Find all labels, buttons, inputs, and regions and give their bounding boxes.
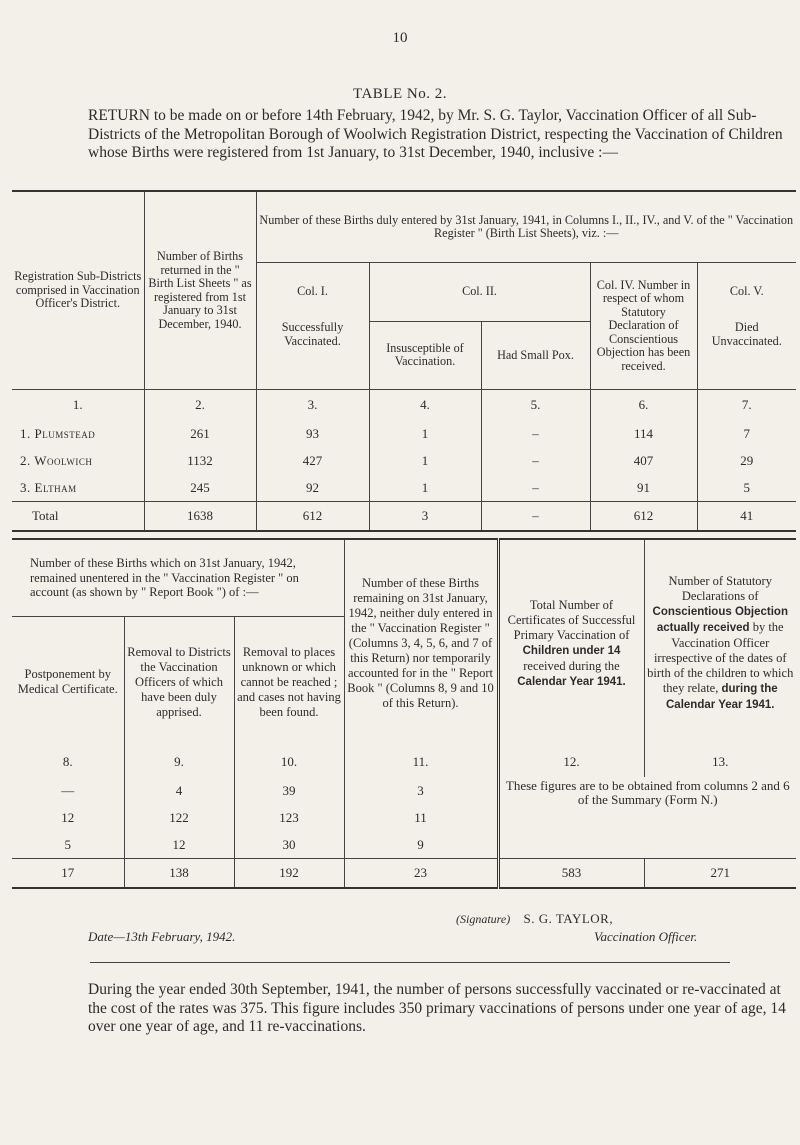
cell: 23 [344, 859, 498, 889]
header-remaining: Number of these Births remaining on 31st January, 1942, neither duly entered in the " Vaccination Register " (Columns 3, 4, 5, 6, and 7 of this Return) nor temporarily accounted for in the " Report Book " (Columns 8, 9 and 10 of this Return). [344, 539, 498, 747]
cell: 192 [234, 859, 344, 889]
cell: 138 [124, 859, 234, 889]
intro-paragraph: RETURN to be made on or before 14th February, 1942, by Mr. S. G. Taylor, Vaccination Officer of all Sub-Districts of the Metropolitan Borough of Woolwich Registration District, respecting the Vaccination of Children whose Births were registered from 1st January, to 31st December, 1940, inclusive :— [88, 107, 783, 161]
cell: 1 [369, 474, 481, 502]
certificates-text-1: Total Number of Certificates of Successful Primary Vaccination of [507, 597, 636, 642]
signature-role: Vaccination Officer. [594, 929, 698, 944]
cell: — [12, 777, 124, 804]
header-col5: Col. V. [729, 284, 764, 299]
colnum: 6. [590, 390, 697, 421]
cell: 30 [234, 831, 344, 859]
colnum: 12. [498, 747, 644, 777]
header-certificates [498, 539, 644, 747]
cell: 12 [12, 804, 124, 831]
table-title: TABLE No. 2. [353, 86, 447, 102]
header-col1: Col. I. [256, 263, 369, 322]
total-row [12, 502, 796, 532]
cell: 5 [12, 831, 124, 859]
unentered-births-table [12, 538, 796, 889]
colnum: 11. [344, 747, 498, 777]
cell: 3 [344, 777, 498, 804]
colnum: 10. [234, 747, 344, 777]
date-line: Date—13th February, 1942. [88, 929, 236, 944]
cell: 29 [740, 452, 754, 468]
declarations-text-2: by the Vaccination Officer irrespective of the dates of birth of the children to which they relate, [647, 620, 794, 695]
declarations-text-1: Number of Statutory Declarations of [668, 574, 772, 603]
divider [90, 962, 730, 963]
cell: 4 [124, 777, 234, 804]
cell: 3 [369, 502, 481, 532]
colnum: 9. [124, 747, 234, 777]
page-number: 10 [392, 30, 408, 46]
header-col4: Col. IV. Number in respect of whom Statutory Declaration of Conscientious Objection has been received. [590, 263, 697, 390]
header-col5-sub: Died Unvaccinated. [711, 320, 782, 348]
colnum: 7. [697, 390, 796, 421]
cell: – [481, 447, 590, 474]
header-col2-insusceptible: Insusceptible of Vaccination. [369, 321, 481, 390]
colnum: 5. [481, 390, 590, 421]
header-postponement: Postponement by Medical Certificate. [12, 617, 124, 748]
cell: 41 [697, 502, 796, 532]
certificates-text-bold: Children under 14 [522, 644, 621, 657]
footer-paragraph: During the year ended 30th September, 1941, the number of persons successfully vaccinated or re-vaccinated at the cost of the rates was 375. This figure includes 350 primary vaccinations of persons under one year of age, 14 over one year of age, and 11 re-vaccinations. [88, 981, 786, 1035]
colnum: 8. [12, 747, 124, 777]
header-district: Registration Sub-Districts comprised in Vaccination Officer's District. [12, 191, 144, 390]
total-row [12, 859, 796, 889]
cell: 245 [144, 474, 256, 502]
header-unentered: Number of these Births which on 31st January, 1942, remained unentered in the " Vaccination Register " on account (as shown by " Report Book ") of :— [12, 539, 344, 617]
cell: 39 [234, 777, 344, 804]
signature-name: S. G. TAYLOR, [523, 911, 614, 926]
cell: 114 [590, 420, 697, 447]
cell: 93 [256, 420, 369, 447]
cell: 91 [590, 474, 697, 502]
vaccination-return-table [12, 190, 796, 532]
cell: 1 [369, 420, 481, 447]
cell: 612 [590, 502, 697, 532]
colnum: 2. [144, 390, 256, 421]
cell: 583 [498, 859, 644, 889]
colnum: 13. [712, 754, 729, 770]
header-births: Number of Births returned in the " Birth List Sheets " as registered from 1st January to 31st December, 1940. [144, 191, 256, 390]
cell: 407 [590, 447, 697, 474]
declarations-text-bold: Conscientious Objection actually received [652, 606, 788, 634]
cell: – [481, 420, 590, 447]
cell: 427 [256, 447, 369, 474]
header-removal-unknown: Removal to places unknown or which cannot be reached ; and cases not having been found. [234, 617, 344, 748]
colnum: 3. [256, 390, 369, 421]
cell: 7 [743, 425, 750, 441]
cell: 261 [144, 420, 256, 447]
header-span: Number of these Births duly entered by 31st January, 1941, in Columns I., II., IV., and V. of the " Vaccination Register " (Birth List Sheets), viz. :— [256, 191, 796, 263]
cell: 12 [124, 831, 234, 859]
cell: 123 [234, 804, 344, 831]
declarations-text-bold2: during the Calendar Year 1941. [666, 683, 778, 711]
header-col2: Col. II. [369, 263, 590, 322]
table-row [12, 777, 796, 804]
cell: 11 [344, 804, 498, 831]
header-removal-known: Removal to Districts the Vaccination Officers of which have been duly apprised. [124, 617, 234, 748]
cell: 122 [124, 804, 234, 831]
cell: 1638 [144, 502, 256, 532]
cell: 9 [344, 831, 498, 859]
merged-note [498, 777, 796, 859]
cell: 1 [369, 447, 481, 474]
cell: 271 [644, 859, 796, 889]
row-label: 1. Plumstead [12, 420, 144, 447]
table-row [12, 474, 796, 502]
cell: 92 [256, 474, 369, 502]
header-declarations [644, 539, 796, 747]
cell: – [481, 502, 590, 532]
signature-block [456, 911, 613, 927]
cell: 612 [256, 502, 369, 532]
row-label: 2. Woolwich [12, 447, 144, 474]
total-label: Total [12, 502, 144, 532]
colnum: 4. [369, 390, 481, 421]
certificates-text-bold2: Calendar Year 1941. [517, 675, 626, 688]
cell: 5 [743, 479, 750, 495]
cell: – [481, 474, 590, 502]
colnum: 1. [12, 390, 144, 421]
header-col2-smallpox: Had Small Pox. [481, 321, 590, 390]
certificates-text-2: received during the [523, 658, 620, 673]
table-row [12, 420, 796, 447]
table-row [12, 447, 796, 474]
header-col1-sub: Successfully Vaccinated. [256, 321, 369, 390]
cell: 1132 [144, 447, 256, 474]
row-label: 3. Eltham [12, 474, 144, 502]
merged-note-text: These figures are to be obtained from columns 2 and 6 of the Summary (Form N.) [505, 778, 790, 807]
signature-label: (Signature) [456, 912, 511, 926]
cell: 17 [12, 859, 124, 889]
